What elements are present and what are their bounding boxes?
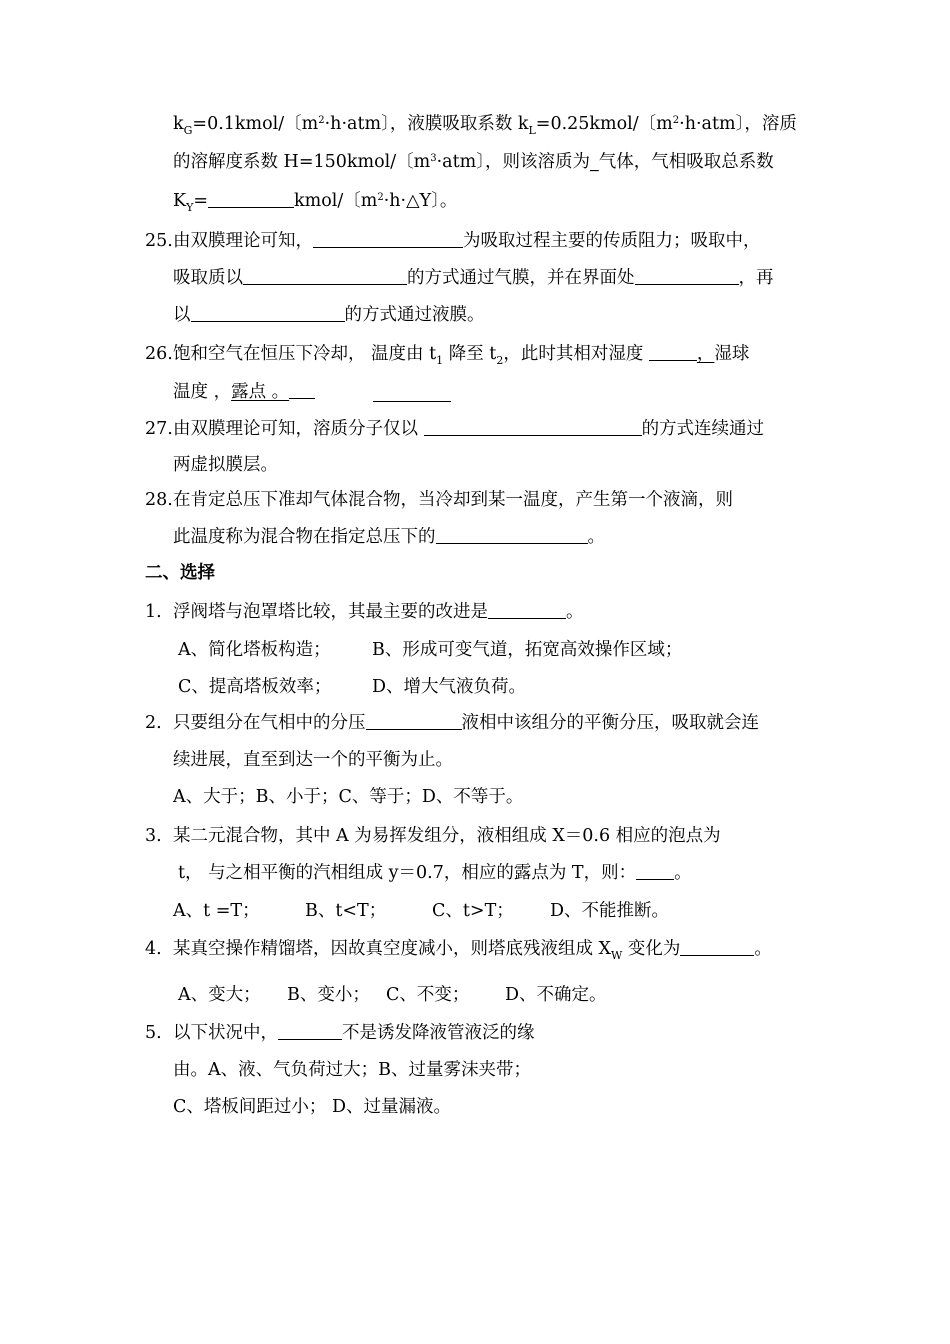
q25-blank-1 xyxy=(313,229,463,248)
q26-blank-3 xyxy=(373,383,451,402)
c4-option-c: C、不变； xyxy=(386,985,470,1005)
q28-line-2: 此温度称为混合物在指定总压下的 。 xyxy=(173,527,605,547)
c3-option-c: C、t>T； xyxy=(432,901,514,921)
section-heading-choice: 二、选择 xyxy=(145,563,215,583)
q26-line-1: 饱和空气在恒压下冷却， 温度由 $t_1$ 降至 $t_2$，此时其相对湿度 ，湿球 xyxy=(173,344,750,367)
q25-line-1: 由双膜理论可知， 为吸取过程主要的传质阻力；吸取中， xyxy=(173,231,761,251)
c2-question-line-2: 续进展，直至到达一个的平衡为止。 xyxy=(173,750,453,770)
c1-option-d: D、增大气液负荷。 xyxy=(372,677,527,697)
c1-option-b: B、形成可变气道，拓宽高效操作区域； xyxy=(372,640,683,660)
q26-blank-1 xyxy=(649,342,697,361)
q24-ky-blank xyxy=(208,189,294,208)
q25-line-3: 以 的方式通过液膜。 xyxy=(173,305,485,325)
q27-blank xyxy=(424,417,642,436)
c4-number: 4. xyxy=(145,939,162,959)
c3-question-line-2: t， 与之相平衡的汽相组成 y＝0.7，相应的露点为 T，则： 。 xyxy=(178,863,692,883)
q25-blank-2 xyxy=(243,266,407,285)
c4-option-a: A、变大； xyxy=(178,985,261,1005)
c3-option-a: A、t =T； xyxy=(173,901,260,921)
c2-blank xyxy=(366,711,462,730)
c3-blank xyxy=(636,861,674,880)
c4-option-d: D、不确定。 xyxy=(505,985,607,1005)
c1-option-a: A、简化塔板构造； xyxy=(178,640,331,660)
q26-blank-2 xyxy=(289,380,315,399)
c3-option-b: B、t<T； xyxy=(305,901,387,921)
c3-option-d: D、不能推断。 xyxy=(550,901,670,921)
q24-gas-type-blank: _ xyxy=(589,152,599,172)
q25-blank-3 xyxy=(635,266,739,285)
q24-line-1: $k_G=0.1kmol/$〔$m^2\cdot h\cdot atm$〕，液膜吸取系数 $k_L=0.25kmol/$〔$m^2\cdot h\cdot atm$〕，溶质 xyxy=(173,114,797,137)
c2-question-line-1: 只要组分在气相中的分压 液相中该组分的平衡分压，吸取就会连 xyxy=(173,713,759,733)
q24-line-2: 的溶解度系数 H=150kmol/〔$m^3\cdot atm$〕，则该溶质为_气体，气相吸取总系数 xyxy=(173,152,774,172)
q27-line-1: 由双膜理论可知，溶质分子仅以 的方式连续通过 xyxy=(173,419,765,439)
c1-question: 浮阀塔与泡罩塔比较，其最主要的改进是 。 xyxy=(173,602,584,622)
q24-line-3: $K_Y=$ kmol/〔$m^2\cdot h\cdot\triangle Y$〕。 xyxy=(173,191,458,214)
c4-option-b: B、变小； xyxy=(287,985,370,1005)
q27-number: 27. xyxy=(145,419,173,439)
q25-line-2: 吸取质以 的方式通过气膜，并在界面处 ，再 xyxy=(173,268,774,288)
c5-question-line-3: C、塔板间距过小； D、过量漏液。 xyxy=(173,1097,451,1117)
c4-blank xyxy=(680,937,754,956)
c4-question: 某真空操作精馏塔，因故真空度减小，则塔底残液组成 $X_W$ 变化为 。 xyxy=(173,939,772,962)
q26-number: 26. xyxy=(145,344,173,364)
c1-blank xyxy=(488,600,566,619)
c2-options: A、大于；B、小于；C、等于；D、不等于。 xyxy=(173,787,524,807)
c1-number: 1. xyxy=(145,602,162,622)
c3-number: 3. xyxy=(145,826,162,846)
q25-number: 25. xyxy=(145,231,173,251)
c2-number: 2. xyxy=(145,713,162,733)
q25-blank-4 xyxy=(191,303,345,322)
q28-number: 28. xyxy=(145,490,173,510)
c5-number: 5. xyxy=(145,1023,162,1043)
c1-option-c: C、提高塔板效率； xyxy=(178,677,332,697)
q28-line-1: 在肯定总压下准却气体混合物，当冷却到某一温度，产生第一个液滴，则 xyxy=(173,490,733,510)
q26-line-2: 温度 ，露点 。 xyxy=(173,380,315,404)
c5-blank xyxy=(278,1021,342,1040)
c3-question-line-1: 某二元混合物，其中 A 为易挥发组分，液相组成 X＝0.6 相应的泡点为 xyxy=(173,826,721,846)
c5-question-line-1: 以下状况中， 不是诱发降液管液泛的缘 xyxy=(173,1023,535,1043)
q27-line-2: 两虚拟膜层。 xyxy=(173,455,278,475)
c5-question-line-2: 由。A、液、气负荷过大；B、过量雾沫夹带； xyxy=(173,1060,531,1080)
q28-blank xyxy=(436,525,588,544)
